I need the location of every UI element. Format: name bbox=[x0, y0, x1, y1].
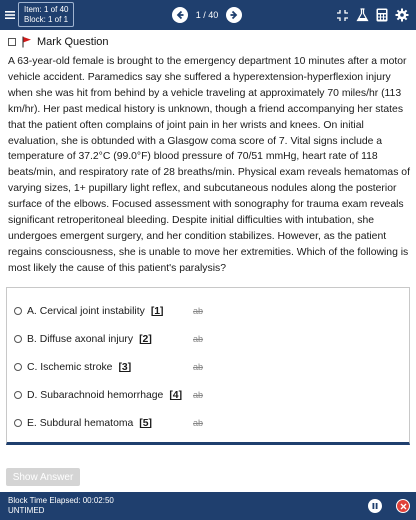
fullscreen-icon[interactable] bbox=[334, 6, 350, 24]
menu-icon[interactable] bbox=[2, 6, 18, 24]
top-toolbar bbox=[0, 0, 416, 30]
mark-question-row bbox=[8, 35, 109, 49]
answer-option-d[interactable] bbox=[7, 385, 409, 405]
item-block-indicator bbox=[18, 2, 74, 27]
mark-question-checkbox[interactable] bbox=[8, 38, 16, 46]
question-navigation bbox=[172, 5, 242, 25]
answer-label: A. Cervical joint instability bbox=[27, 305, 145, 317]
answer-option-c[interactable] bbox=[7, 357, 409, 377]
answer-text bbox=[27, 390, 182, 401]
previous-icon[interactable] bbox=[172, 7, 188, 23]
pause-icon[interactable] bbox=[368, 499, 382, 513]
answer-option-a[interactable] bbox=[7, 301, 409, 321]
answer-reference[interactable]: [5] bbox=[139, 417, 152, 429]
next-icon[interactable] bbox=[226, 7, 242, 23]
answer-text bbox=[27, 306, 164, 317]
end-block-icon[interactable] bbox=[396, 499, 410, 513]
answer-label: C. Ischemic stroke bbox=[27, 361, 113, 373]
lab-values-icon[interactable] bbox=[354, 6, 370, 24]
flag-icon bbox=[22, 36, 32, 48]
mark-question-label: Mark Question bbox=[37, 36, 109, 48]
strikethrough-toggle[interactable]: ab bbox=[193, 306, 204, 316]
radio-button[interactable] bbox=[14, 335, 22, 343]
radio-button[interactable] bbox=[14, 307, 22, 315]
answer-text bbox=[27, 334, 152, 345]
show-answer-button[interactable]: Show Answer bbox=[6, 468, 80, 486]
settings-icon[interactable] bbox=[394, 6, 410, 24]
answer-choices bbox=[6, 287, 410, 445]
strikethrough-toggle[interactable]: ab bbox=[193, 390, 204, 400]
timing-mode: UNTIMED bbox=[8, 506, 45, 515]
question-stem: A 63-year-old female is brought to the emergency department 10 minutes after a motor vehicle accident. Paramedics say she suffered a hyperextension-hyperflexion injury when she was hit from behind by a vehicle traveling at approximately 70 miles/hr (113 km/hr). Her past medical history is unknown, though a friend accompanying her states that the patient often complains of joint pain in her wrists and knees. On initial evaluation, she is obtunded with a Glasgow coma score of 7. Vital signs include a temperature of 37.2°C (99.0°F) blood pressure of 70/51 mmHg, heart rate of 118 beats/min, and respiratory rate of 28 breaths/min. Physical exam reveals hematomas of varying sizes, 1+ pupillary light reflex, and subcutaneous nodules along the posterior surface of the elbows. Focused assessment with sonography for trauma exam reveals significant retroperitoneal bleeding. Despite initial difficulties with intubation, she undergoes emergent surgery, and her condition stabilizes. However, as the patient regains consciousness, she is unable to move her extremities. Which of the following is most likely the cause of this patient's paralysis? bbox=[8, 56, 410, 274]
answer-reference[interactable]: [2] bbox=[139, 333, 152, 345]
answer-label: B. Diffuse axonal injury bbox=[27, 333, 134, 345]
strikethrough-toggle[interactable]: ab bbox=[193, 362, 204, 372]
block-time-elapsed: Block Time Elapsed: 00:02:50 bbox=[8, 496, 114, 505]
answer-text bbox=[27, 362, 131, 373]
answer-option-e[interactable] bbox=[7, 413, 409, 433]
bottom-status-bar bbox=[0, 492, 416, 520]
block-label: Block: 1 of 1 bbox=[24, 15, 69, 24]
answer-reference[interactable]: [1] bbox=[150, 305, 164, 317]
tool-buttons bbox=[334, 6, 410, 24]
item-label: Item: 1 of 40 bbox=[24, 5, 69, 14]
radio-button[interactable] bbox=[14, 363, 22, 371]
radio-button[interactable] bbox=[14, 419, 22, 427]
answer-reference[interactable]: [4] bbox=[169, 389, 183, 401]
answer-reference[interactable]: [3] bbox=[118, 361, 132, 373]
elapsed-time-panel bbox=[8, 496, 114, 516]
answer-label: E. Subdural hematoma bbox=[27, 417, 134, 429]
answer-text bbox=[27, 418, 152, 429]
question-counter: 1 / 40 bbox=[195, 10, 219, 20]
answer-option-b[interactable] bbox=[7, 329, 409, 349]
strikethrough-toggle[interactable]: ab bbox=[193, 334, 204, 344]
answer-label: D. Subarachnoid hemorrhage bbox=[27, 389, 164, 401]
radio-button[interactable] bbox=[14, 391, 22, 399]
calculator-icon[interactable] bbox=[374, 6, 390, 24]
strikethrough-toggle[interactable]: ab bbox=[193, 418, 204, 428]
